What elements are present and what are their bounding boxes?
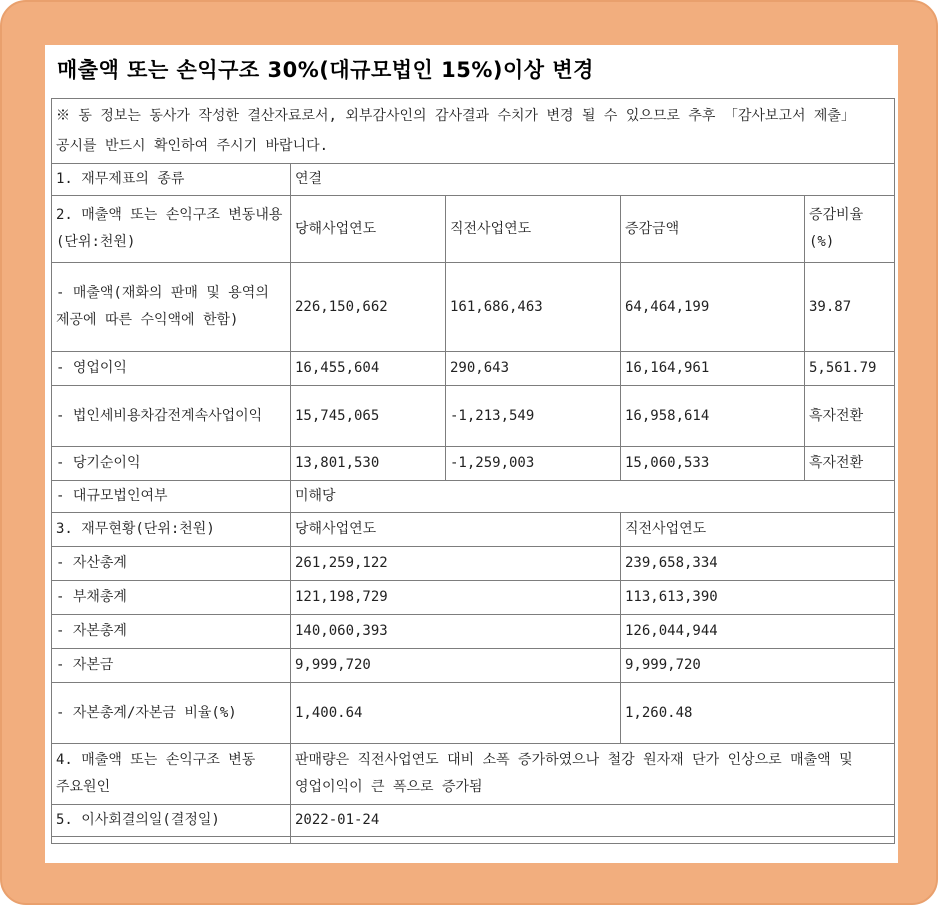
row-label: - 자본금 xyxy=(52,649,291,683)
cell-current: 9,999,720 xyxy=(291,649,621,683)
cell-previous: 161,686,463 xyxy=(446,263,621,352)
cell-previous: 290,643 xyxy=(446,352,621,386)
cell-current: 140,060,393 xyxy=(291,615,621,649)
row-label: - 매출액(재화의 판매 및 용역의 제공에 따른 수익액에 한함) xyxy=(52,263,291,352)
table-row xyxy=(52,547,895,581)
table-row xyxy=(52,615,895,649)
table-row xyxy=(52,263,895,352)
cell-current: 261,259,122 xyxy=(291,547,621,581)
page-title: 매출액 또는 손익구조 30%(대규모법인 15%)이상 변경 xyxy=(57,58,594,82)
table-header-row xyxy=(52,196,895,263)
column-header: 당해사업연도 xyxy=(291,196,446,263)
cell-ratio: 5,561.79 xyxy=(805,352,895,386)
row-value-empty xyxy=(291,837,895,844)
cell-current: 226,150,662 xyxy=(291,263,446,352)
row-label: - 자본총계/자본금 비율(%) xyxy=(52,683,291,744)
column-header: 증감금액 xyxy=(621,196,805,263)
table-row-partial xyxy=(52,837,895,844)
cell-ratio: 39.87 xyxy=(805,263,895,352)
row-value: 미해당 xyxy=(291,481,895,513)
row-label: - 자본총계 xyxy=(52,615,291,649)
cell-current: 1,400.64 xyxy=(291,683,621,744)
note-row xyxy=(52,99,895,164)
cell-current: 121,198,729 xyxy=(291,581,621,615)
column-header: 직전사업연도 xyxy=(621,513,895,547)
table-row xyxy=(52,481,895,513)
cell-previous: 113,613,390 xyxy=(621,581,895,615)
column-header: 당해사업연도 xyxy=(291,513,621,547)
table-row xyxy=(52,744,895,805)
cell-ratio: 흑자전환 xyxy=(805,386,895,447)
cell-change: 16,164,961 xyxy=(621,352,805,386)
cell-change: 16,958,614 xyxy=(621,386,805,447)
cell-change: 64,464,199 xyxy=(621,263,805,352)
row-value: 판매량은 직전사업연도 대비 소폭 증가하였으나 철강 원자재 단가 인상으로 매출액 및 영업이익이 큰 폭으로 증가됨 xyxy=(291,744,895,805)
row-value: 연결 xyxy=(291,164,895,196)
column-header: 증감비율 (%) xyxy=(805,196,895,263)
table-row xyxy=(52,581,895,615)
cell-current: 16,455,604 xyxy=(291,352,446,386)
column-header: 직전사업연도 xyxy=(446,196,621,263)
cell-previous: 9,999,720 xyxy=(621,649,895,683)
cell-previous: -1,259,003 xyxy=(446,447,621,481)
cell-ratio: 흑자전환 xyxy=(805,447,895,481)
row-label: - 당기순이익 xyxy=(52,447,291,481)
cell-current: 15,745,065 xyxy=(291,386,446,447)
row-label-empty xyxy=(52,837,291,844)
cell-previous: 1,260.48 xyxy=(621,683,895,744)
cell-previous: 239,658,334 xyxy=(621,547,895,581)
row-label: - 법인세비용차감전계속사업이익 xyxy=(52,386,291,447)
cell-change: 15,060,533 xyxy=(621,447,805,481)
table-header-row xyxy=(52,513,895,547)
row-label: 1. 재무제표의 종류 xyxy=(52,164,291,196)
notice-text: ※ 동 정보는 동사가 작성한 결산자료로서, 외부감사인의 감사결과 수치가 변경 될 수 있으므로 추후 「감사보고서 제출」 공시를 반드시 확인하여 주시기 바랍니다. xyxy=(52,99,895,164)
row-label: 4. 매출액 또는 손익구조 변동 주요원인 xyxy=(52,744,291,805)
cell-current: 13,801,530 xyxy=(291,447,446,481)
disclosure-sheet xyxy=(45,45,898,863)
row-label: 2. 매출액 또는 손익구조 변동내용(단위:천원) xyxy=(52,196,291,263)
row-label: - 영업이익 xyxy=(52,352,291,386)
row-label: 5. 이사회결의일(결정일) xyxy=(52,805,291,837)
table-row xyxy=(52,649,895,683)
table-row xyxy=(52,447,895,481)
row-label: - 자산총계 xyxy=(52,547,291,581)
table-row xyxy=(52,805,895,837)
row-value: 2022-01-24 xyxy=(291,805,895,837)
table-row xyxy=(52,386,895,447)
table-row xyxy=(52,683,895,744)
row-label: - 부채총계 xyxy=(52,581,291,615)
table-row xyxy=(52,164,895,196)
cell-previous: -1,213,549 xyxy=(446,386,621,447)
cell-previous: 126,044,944 xyxy=(621,615,895,649)
disclosure-table xyxy=(51,98,895,844)
row-label: - 대규모법인여부 xyxy=(52,481,291,513)
row-label: 3. 재무현황(단위:천원) xyxy=(52,513,291,547)
table-row xyxy=(52,352,895,386)
